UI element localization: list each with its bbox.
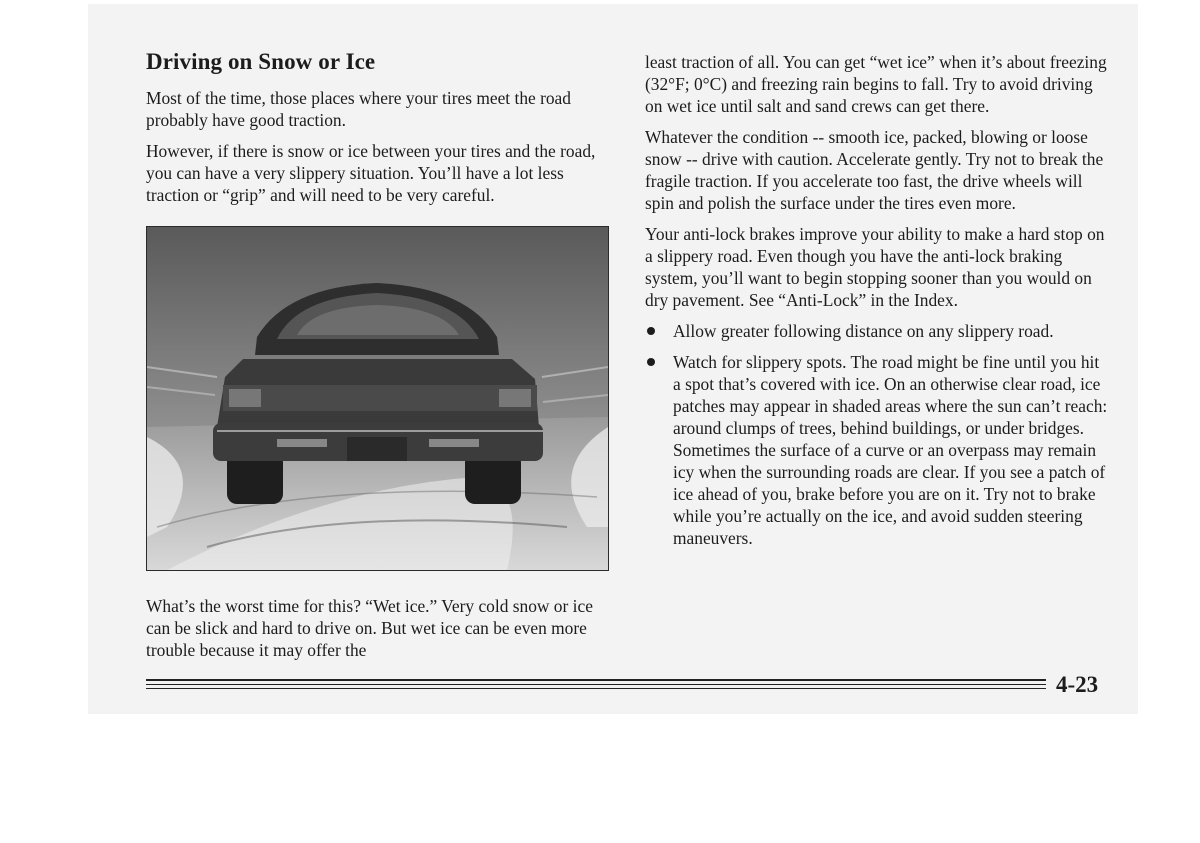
- list-item: [645, 351, 1110, 549]
- right-column: [645, 51, 1110, 558]
- bullet-list: [645, 320, 1110, 549]
- list-item: [645, 320, 1110, 342]
- footer-rule: [146, 679, 1046, 689]
- list-item-text: Allow greater following distance on any slippery road.: [673, 321, 1054, 341]
- section-heading: Driving on Snow or Ice: [146, 49, 376, 74]
- paragraph: Most of the time, those places where your tires meet the road probably have good traction.: [146, 88, 571, 130]
- car-on-ice-illustration: [146, 226, 609, 571]
- bullet-icon: [647, 327, 655, 335]
- bullet-icon: [647, 358, 655, 366]
- left-column: [146, 48, 612, 670]
- paragraph: However, if there is snow or ice between your tires and the road, you can have a very slippery situation. You’ll have a lot less traction or “grip” and will need to be very careful.: [146, 141, 596, 205]
- page-number: 4-23: [1056, 672, 1099, 697]
- paragraph: least traction of all. You can get “wet ice” when it’s about freezing (32°F; 0°C) and freezing rain begins to fall. Try to avoid driving on wet ice until salt and sand crews can get there.: [645, 52, 1107, 116]
- paragraph: Your anti-lock brakes improve your ability to make a hard stop on a slippery road. Even though you have the anti-lock braking system, you’ll want to begin stopping sooner than you would on dry pavement. See “Anti-Lock” in the Index.: [645, 224, 1105, 310]
- paragraph: Whatever the condition -- smooth ice, packed, blowing or loose snow -- drive with caution. Accelerate gently. Try not to break the fragile traction. If you accelerate too fast, the drive wheels will spin and polish the surface under the tires even more.: [645, 127, 1104, 213]
- list-item-text: Watch for slippery spots. The road might be fine until you hit a spot that’s covered with ice. On an otherwise clear road, ice patches may appear in shaded areas where the sun can’t reach: around clumps of trees, behind buildings, or under bridges. Sometimes the surface of a curve or an overpass may remain icy when the surrounding roads are clear. If you see a patch of ice ahead of you, brake before you are on it. Try not to brake while you’re actually on the ice, and avoid sudden steering maneuvers.: [673, 352, 1108, 548]
- paragraph: What’s the worst time for this? “Wet ice.” Very cold snow or ice can be slick and hard to drive on. But wet ice can be even more trouble because it may offer the: [146, 596, 593, 660]
